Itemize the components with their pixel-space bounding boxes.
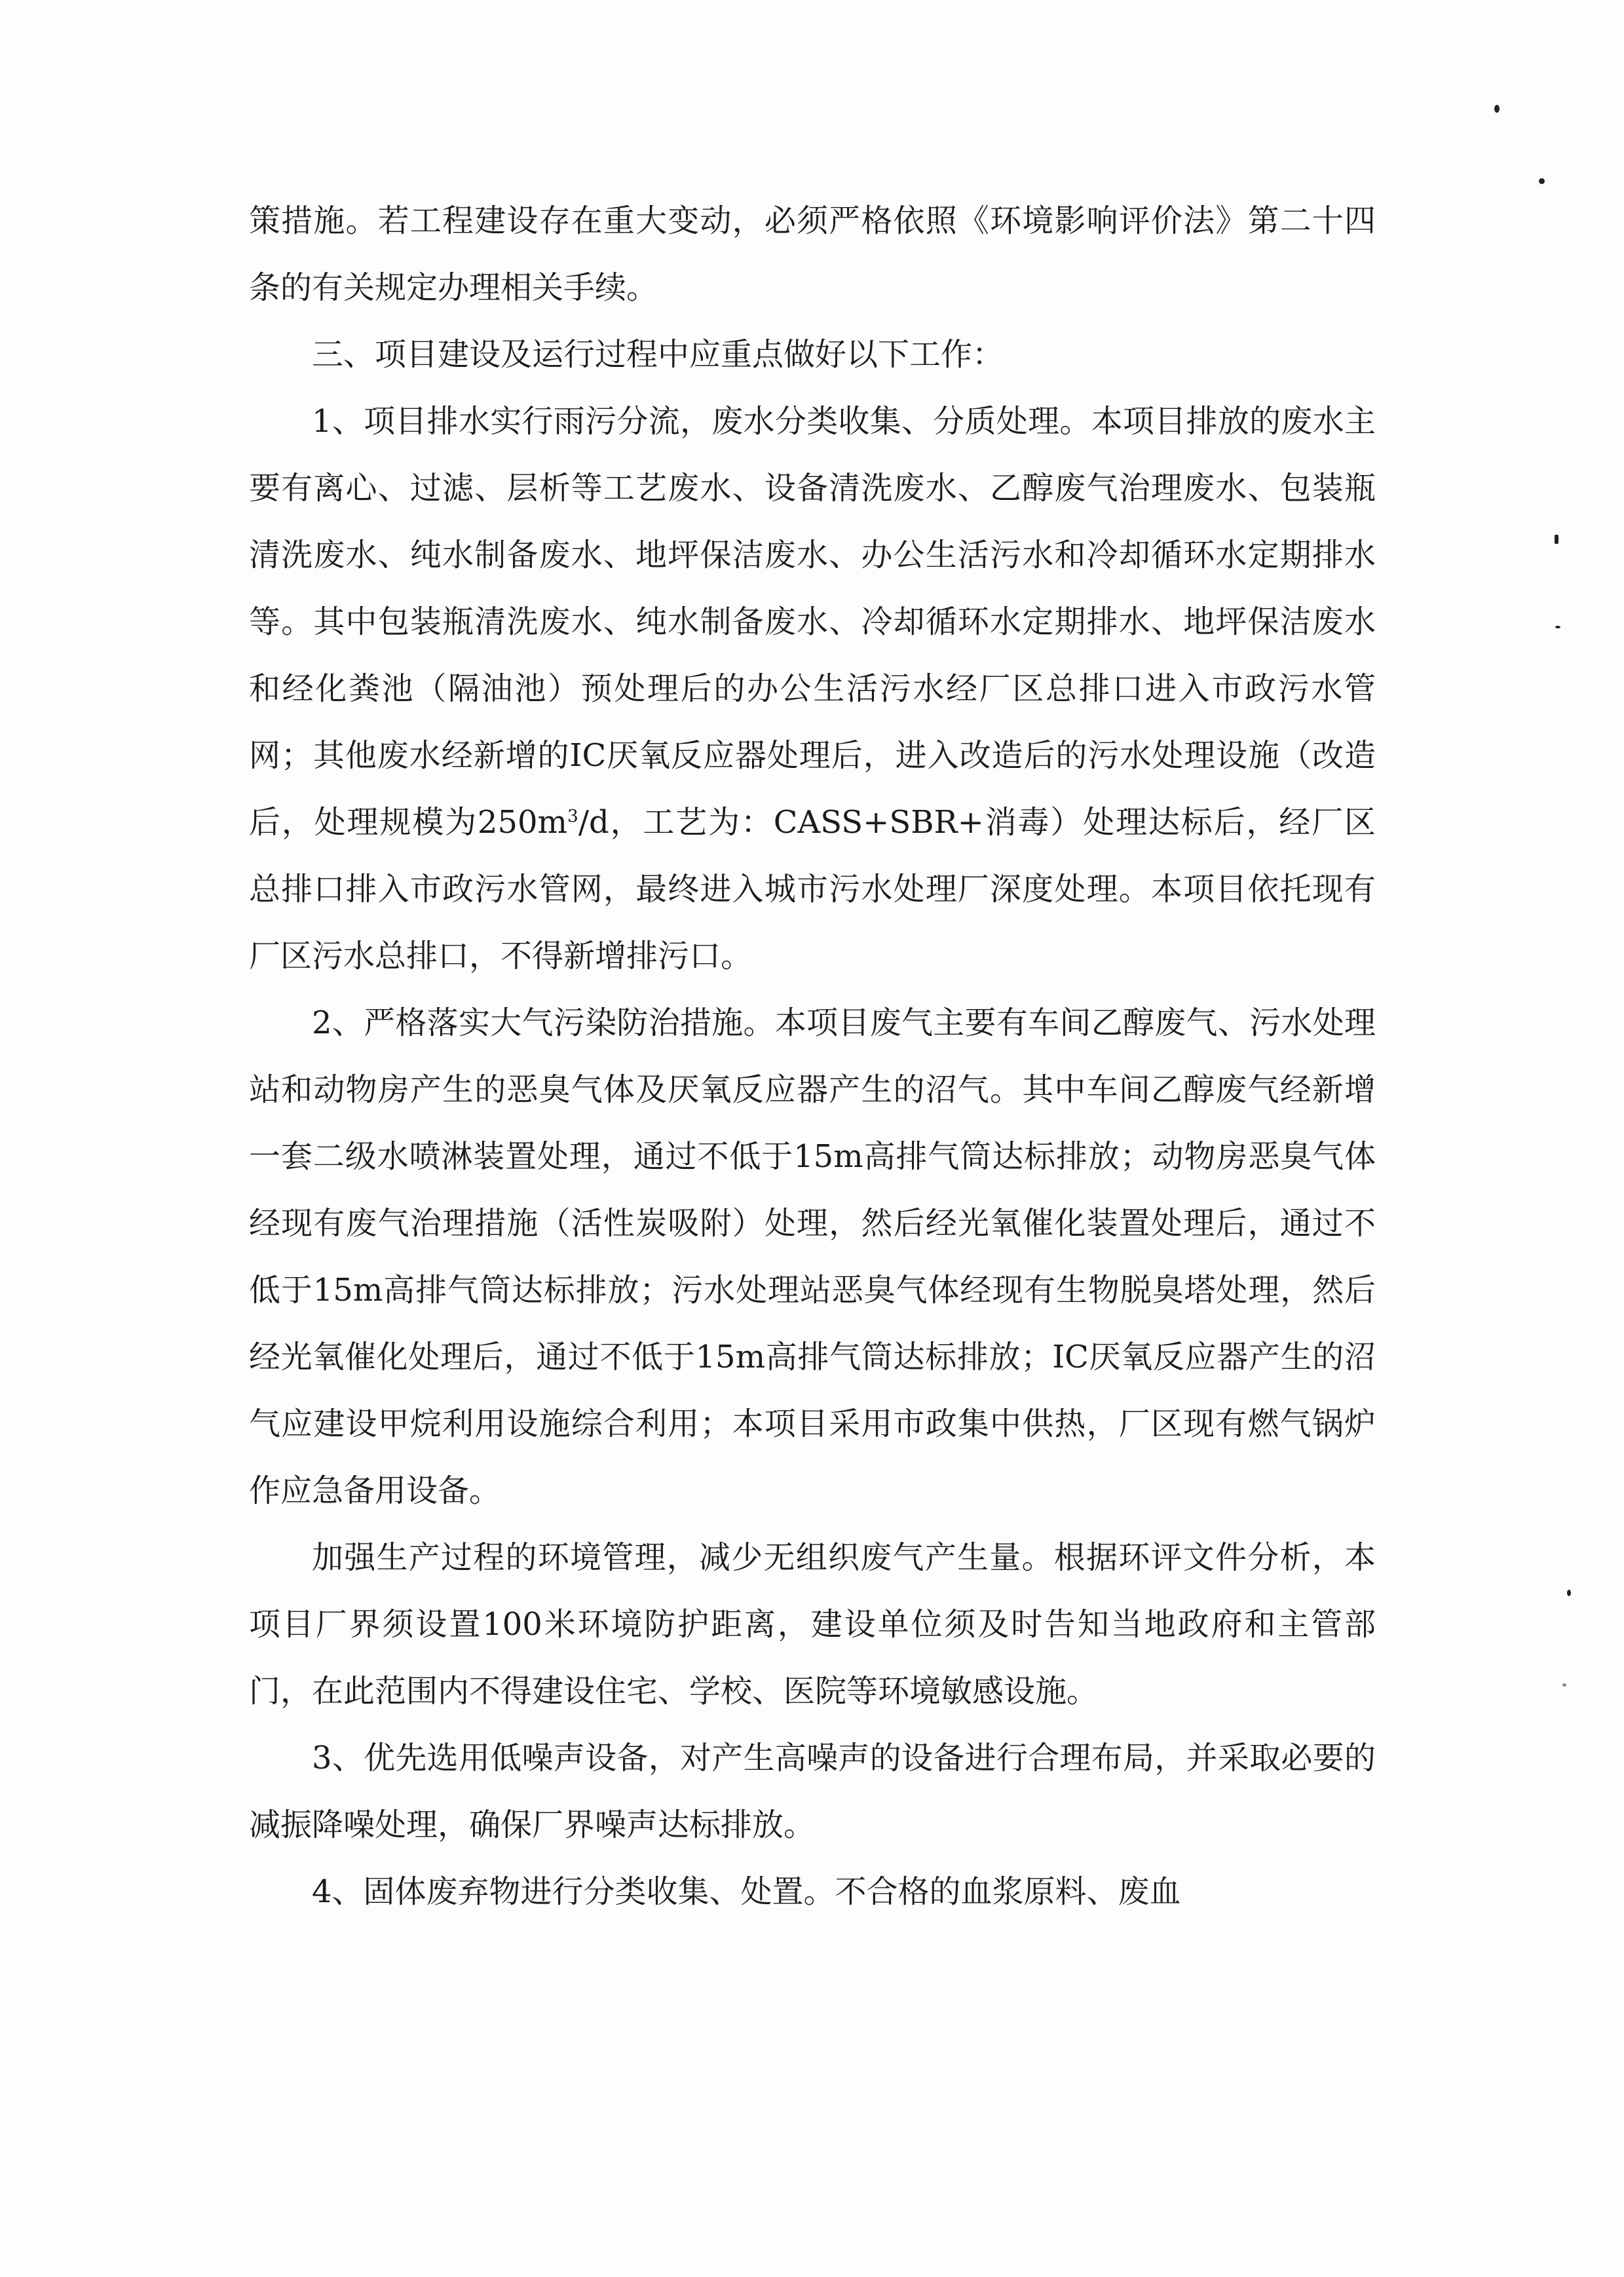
paragraph-continuation: 策措施。若工程建设存在重大变动，必须严格依照《环境影响评价法》第二十四条的有关规定办理相关手续。 [249, 202, 1376, 306]
body-text [249, 187, 1376, 1925]
scan-speck [1494, 105, 1500, 113]
scan-speck [1562, 1683, 1566, 1687]
paragraph-item-1-part-b: /d，工艺为：CASS+SBR+消毒）处理达标后，经厂区总排口排入市政污水管网，最终进入城市污水处理厂深度处理。本项目依托现有厂区污水总排口，不得新增排污口。 [249, 804, 1376, 974]
paragraph-item-3-noise: 3、优先选用低噪声设备，对产生高噪声的设备进行合理布局，并采取必要的减振降噪处理，确保厂界噪声达标排放。 [249, 1740, 1376, 1843]
paragraph-item-4-solid-waste: 4、固体废弃物进行分类收集、处置。不合格的血浆原料、废血 [312, 1873, 1181, 1910]
paragraph-item-2-air: 2、严格落实大气污染防治措施。本项目废气主要有车间乙醇废气、污水处理站和动物房产生的恶臭气体及厌氧反应器产生的沼气。其中车间乙醇废气经新增一套二级水喷淋装置处理，通过不低于15m高排气筒达标排放；动物房恶臭气体经现有废气治理措施（活性炭吸附）处理，然后经光氧催化装置处理后，通过不低于15m高排气筒达标排放；污水处理站恶臭气体经现有生物脱臭塔处理，然后经光氧催化处理后，通过不低于15m高排气筒达标排放；IC厌氧反应器产生的沼气应建设甲烷利用设施综合利用；本项目采用市政集中供热，厂区现有燃气锅炉作应急备用设备。 [249, 1005, 1376, 1509]
scan-speck [1567, 1590, 1571, 1596]
scan-speck [1539, 178, 1545, 184]
scan-speck [1555, 535, 1558, 544]
paragraph-item-1-part-a: 1、项目排水实行雨污分流，废水分类收集、分质处理。本项目排放的废水主要有离心、过滤、层析等工艺废水、设备清洗废水、乙醇废气治理废水、包装瓶清洗废水、纯水制备废水、地坪保洁废水、办公生活污水和冷却循环水定期排水等。其中包装瓶清洗废水、纯水制备废水、冷却循环水定期排水、地坪保洁废水和经化粪池（隔油池）预处理后的办公生活污水经厂区总排口进入市政污水管网；其他废水经新增的IC厌氧反应器处理后，进入改造后的污水处理设施（改造后，处理规模为250m [249, 403, 1376, 841]
paragraph-management: 加强生产过程的环境管理，减少无组织废气产生量。根据环评文件分析，本项目厂界须设置100米环境防护距离，建设单位须及时告知当地政府和主管部门，在此范围内不得建设住宅、学校、医院等环境敏感设施。 [249, 1539, 1376, 1710]
superscript-cubic: 3 [567, 806, 578, 826]
scan-speck [1555, 626, 1560, 628]
paragraph-item-1-wastewater [249, 388, 1376, 989]
section-heading-three: 三、项目建设及运行过程中应重点做好以下工作： [312, 336, 1004, 373]
